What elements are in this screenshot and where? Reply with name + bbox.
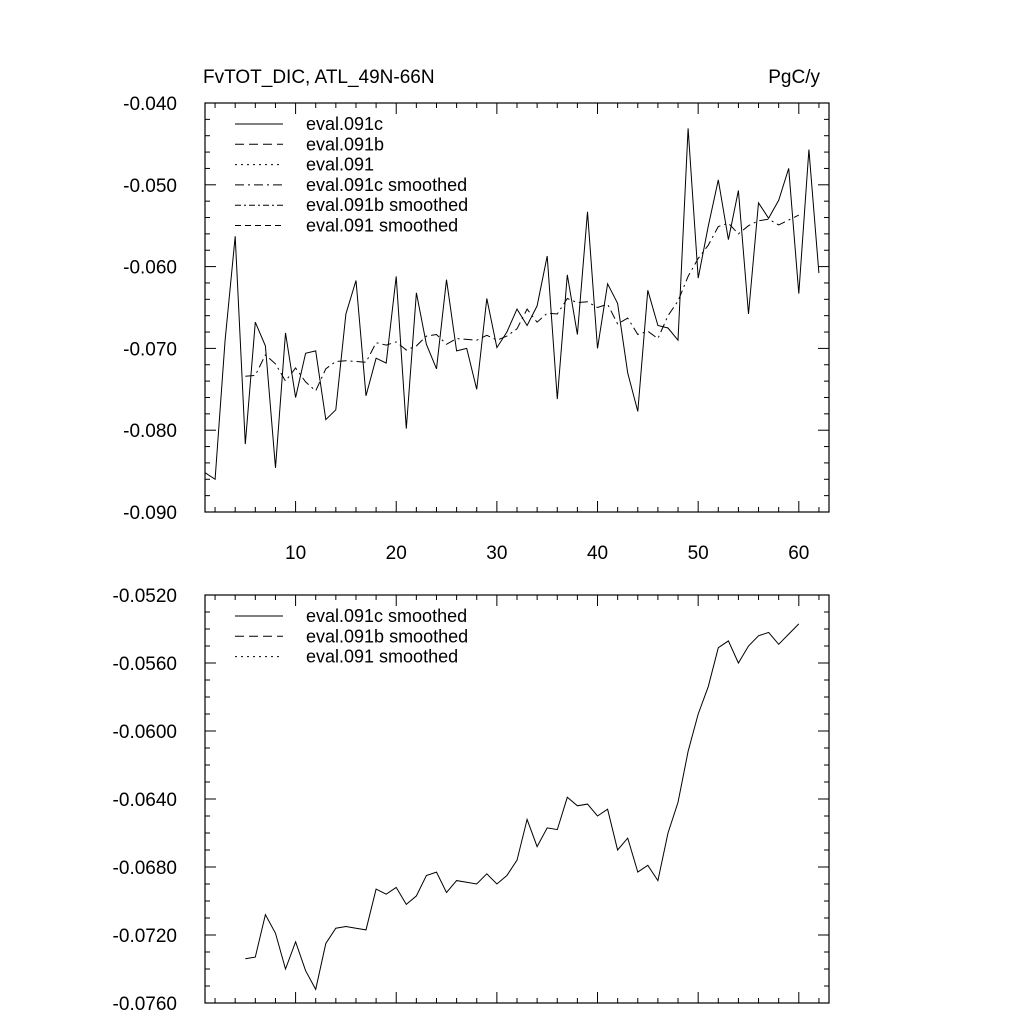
x-tick-label: 40 <box>586 543 609 564</box>
y-tick-label: -0.050 <box>123 175 177 197</box>
legend-label: eval.091 <box>306 154 375 175</box>
legend-label: eval.091b smoothed <box>306 626 469 647</box>
y-tick-label: -0.0720 <box>112 926 177 947</box>
y-tick-label: -0.0520 <box>112 586 177 607</box>
x-tick-label: 50 <box>687 543 709 564</box>
y-tick-label: -0.0640 <box>112 790 177 811</box>
x-tick-label: 60 <box>788 543 810 564</box>
x-tick-label: 30 <box>486 543 508 564</box>
y-tick-label: -0.0600 <box>112 722 177 743</box>
y-tick-label: -0.090 <box>123 503 177 524</box>
y-tick-label: -0.060 <box>123 257 177 279</box>
y-tick-label: -0.040 <box>123 94 177 115</box>
plot-frame <box>205 103 829 512</box>
series-line-eval-091c <box>205 128 819 479</box>
chart-units: PgC/y <box>768 67 820 88</box>
legend-label: eval.091c smoothed <box>306 606 468 626</box>
legend-label: eval.091c <box>306 114 384 134</box>
y-tick-label: -0.070 <box>123 339 177 361</box>
series-line-eval-091c-smoothed <box>245 624 799 990</box>
y-tick-label: -0.080 <box>123 421 177 443</box>
y-tick-label: -0.0760 <box>112 994 177 1015</box>
legend-label: eval.091c smoothed <box>306 174 468 195</box>
legend-label: eval.091 smoothed <box>306 215 459 236</box>
legend-label: eval.091b smoothed <box>306 195 469 216</box>
legend-label: eval.091 smoothed <box>306 646 459 667</box>
series-line-eval-091c-smoothed <box>245 215 799 391</box>
legend-label: eval.091b <box>306 134 385 155</box>
y-tick-label: -0.0560 <box>112 654 177 675</box>
x-tick-label: 20 <box>385 543 407 564</box>
chart-title: FvTOT_DIC, ATL_49N-66N <box>203 67 435 88</box>
x-tick-label: 10 <box>285 543 307 564</box>
top-panel <box>123 94 829 564</box>
y-tick-label: -0.0680 <box>112 858 177 879</box>
bottom-panel <box>113 586 829 1015</box>
